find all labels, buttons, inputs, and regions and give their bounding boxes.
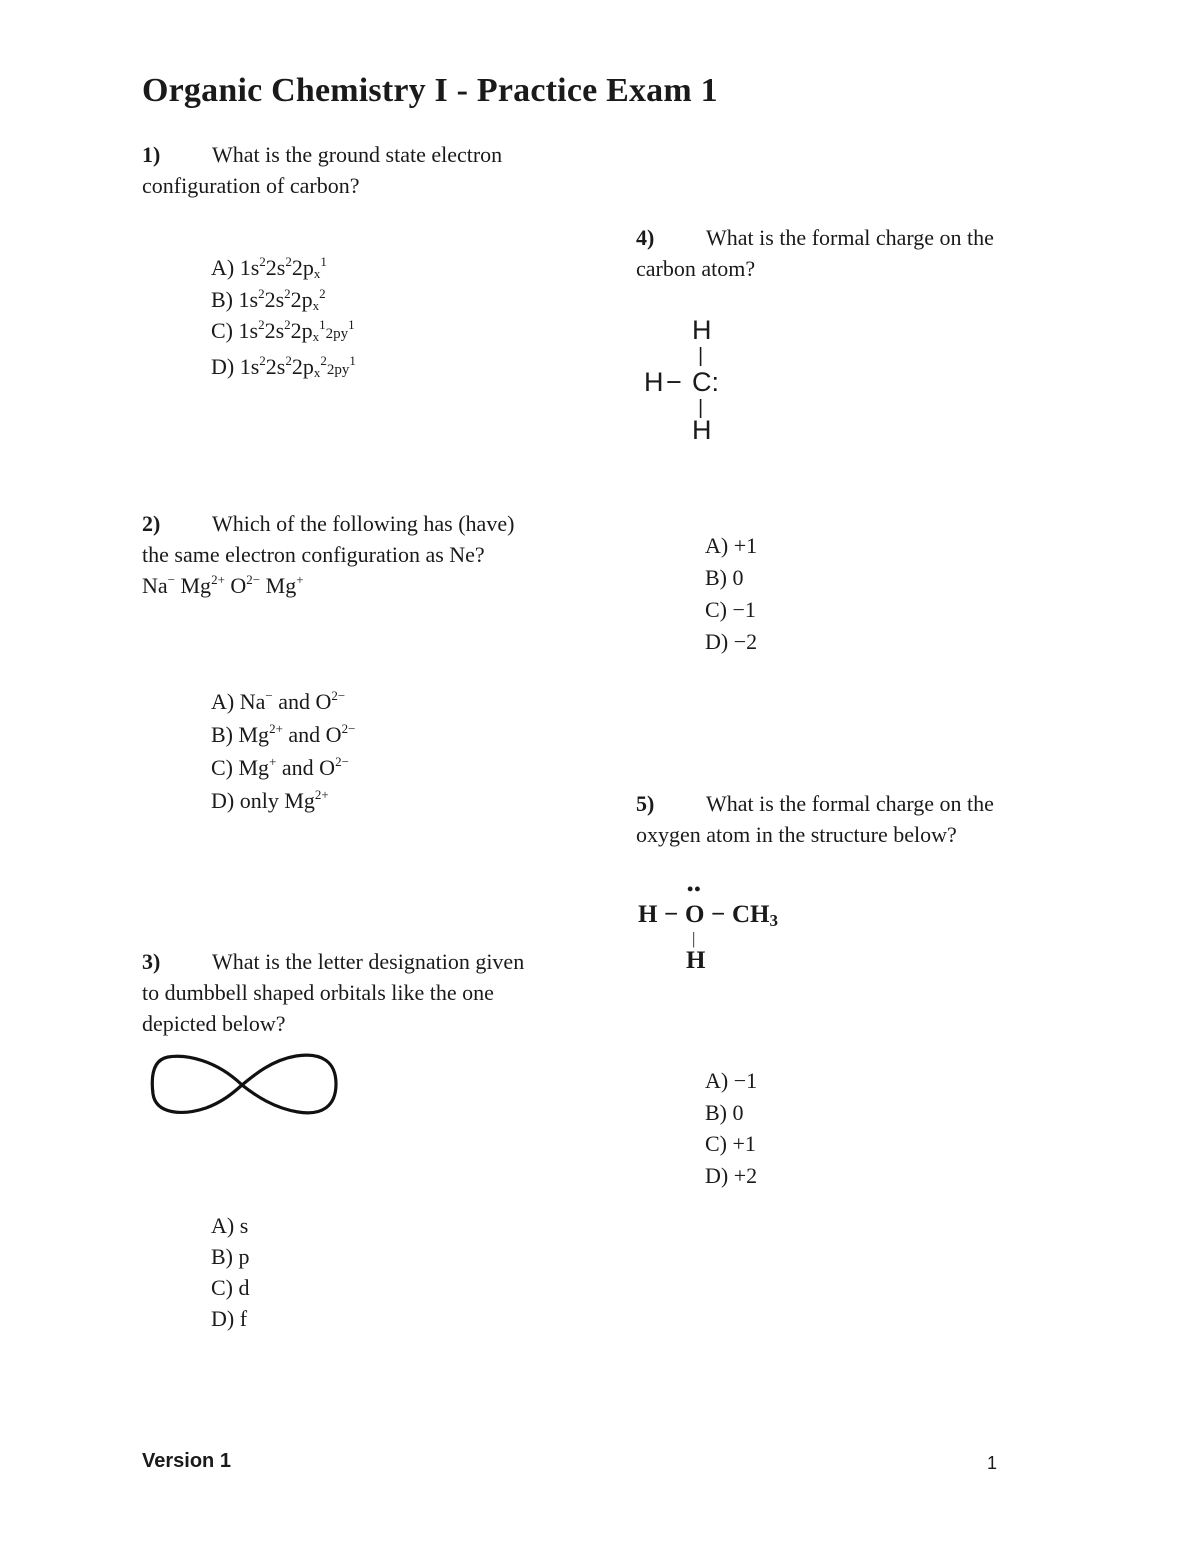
question-2-text-line1: Which of the following has (have) xyxy=(212,511,515,536)
structure-bond: − xyxy=(664,901,679,928)
question-5 xyxy=(636,788,1076,850)
question-1-option[interactable]: A) $1s^22s^22p_x^1$ xyxy=(211,254,327,281)
question-4-text-line1: What is the formal charge on the xyxy=(706,225,994,250)
structure-bond: − xyxy=(711,901,726,928)
question-2-text-line2: the same electron configuration as Ne? xyxy=(142,542,485,567)
question-1-options xyxy=(211,252,356,386)
page-title: Organic Chemistry I - Practice Exam 1 xyxy=(142,72,718,109)
question-5-option[interactable]: B) 0 xyxy=(705,1099,744,1125)
question-3-options xyxy=(211,1210,250,1334)
question-5-options xyxy=(705,1065,757,1191)
question-4-option[interactable]: A) +1 xyxy=(705,533,758,558)
structure-atom-h: H xyxy=(638,901,658,928)
question-5-text-line2: oxygen atom in the structure below? xyxy=(636,822,957,847)
structure-bond: | xyxy=(692,929,696,948)
question-4-option[interactable]: C) −1 xyxy=(705,597,756,622)
page-number: 1 xyxy=(987,1453,998,1473)
question-3-text-line2: to dumbbell shaped orbitals like the one xyxy=(142,980,494,1005)
question-4-text-line2: carbon atom? xyxy=(636,256,756,281)
methanol-oxonium-structure xyxy=(636,879,796,980)
structure-atom-carbon: C: xyxy=(692,367,719,397)
structure-atom-h: H xyxy=(692,415,712,445)
question-1-option[interactable]: D) $1s^22s^22p_x^22py^1$ xyxy=(211,352,356,380)
question-1-number: 1) xyxy=(142,142,161,167)
structure-atom-h: H xyxy=(686,947,706,974)
question-1-text-line1: What is the ground state electron xyxy=(212,142,503,167)
question-5-option[interactable]: C) +1 xyxy=(705,1131,756,1156)
footer-version: Version 1 xyxy=(142,1450,231,1472)
question-3-text-line3: depicted below? xyxy=(142,1011,286,1036)
question-4-option[interactable]: B) 0 xyxy=(705,565,744,590)
structure-atom-h: H xyxy=(692,315,712,345)
question-1 xyxy=(142,139,602,201)
question-1-option[interactable]: C) $1s^22s^22p_x^12py^1$ xyxy=(211,317,355,344)
question-2-number: 2) xyxy=(142,511,161,536)
p-orbital-image xyxy=(146,1048,342,1122)
question-1-text-line2: configuration of carbon? xyxy=(142,173,360,198)
question-5-text-line1: What is the formal charge on the xyxy=(706,791,994,816)
question-2-option[interactable]: B) $Mg^{2+}$ and $O^{2-}$ xyxy=(211,721,356,747)
question-1-option[interactable]: B) $1s^22s^22p_x^2$ xyxy=(211,285,326,313)
question-3-text-line1: What is the letter designation given xyxy=(212,949,525,974)
question-4-number: 4) xyxy=(636,225,655,250)
question-2-options xyxy=(211,685,355,817)
question-5-number: 5) xyxy=(636,791,655,816)
structure-bond: | xyxy=(698,345,704,367)
question-5-option[interactable]: D) +2 xyxy=(705,1162,758,1188)
question-3-option[interactable]: C) d xyxy=(211,1275,250,1300)
question-3-option[interactable]: A) s xyxy=(211,1213,249,1238)
structure-methyl-group: $CH_3$ xyxy=(732,901,778,930)
question-2 xyxy=(142,508,612,601)
question-3-option[interactable]: B) p xyxy=(211,1244,250,1269)
question-4-options xyxy=(705,530,757,658)
question-4-option[interactable]: D) −2 xyxy=(705,629,758,654)
question-3-number: 3) xyxy=(142,949,161,974)
structure-bond: | xyxy=(698,397,704,419)
structure-bond: − xyxy=(666,367,682,397)
structure-atom-oxygen: O xyxy=(685,901,705,928)
question-3-option[interactable]: D) f xyxy=(211,1306,248,1331)
question-2-option[interactable]: C) Mg+ and $O^{2-}$ xyxy=(211,754,349,780)
question-2-option[interactable]: A) Na− and $O^{2-}$ xyxy=(211,688,346,714)
question-2-option[interactable]: D) only $Mg^{2+}$ xyxy=(211,787,329,813)
question-5-option[interactable]: A) −1 xyxy=(705,1068,758,1093)
structure-lone-pair: •• xyxy=(687,879,702,899)
question-3 xyxy=(142,946,612,1039)
question-2-species: Na− $Mg^{2+}$ $O^{2-}$ Mg+ xyxy=(142,572,304,598)
structure-atom-h: H xyxy=(644,367,664,397)
question-4 xyxy=(636,222,1076,284)
methyl-anion-structure xyxy=(640,315,750,450)
